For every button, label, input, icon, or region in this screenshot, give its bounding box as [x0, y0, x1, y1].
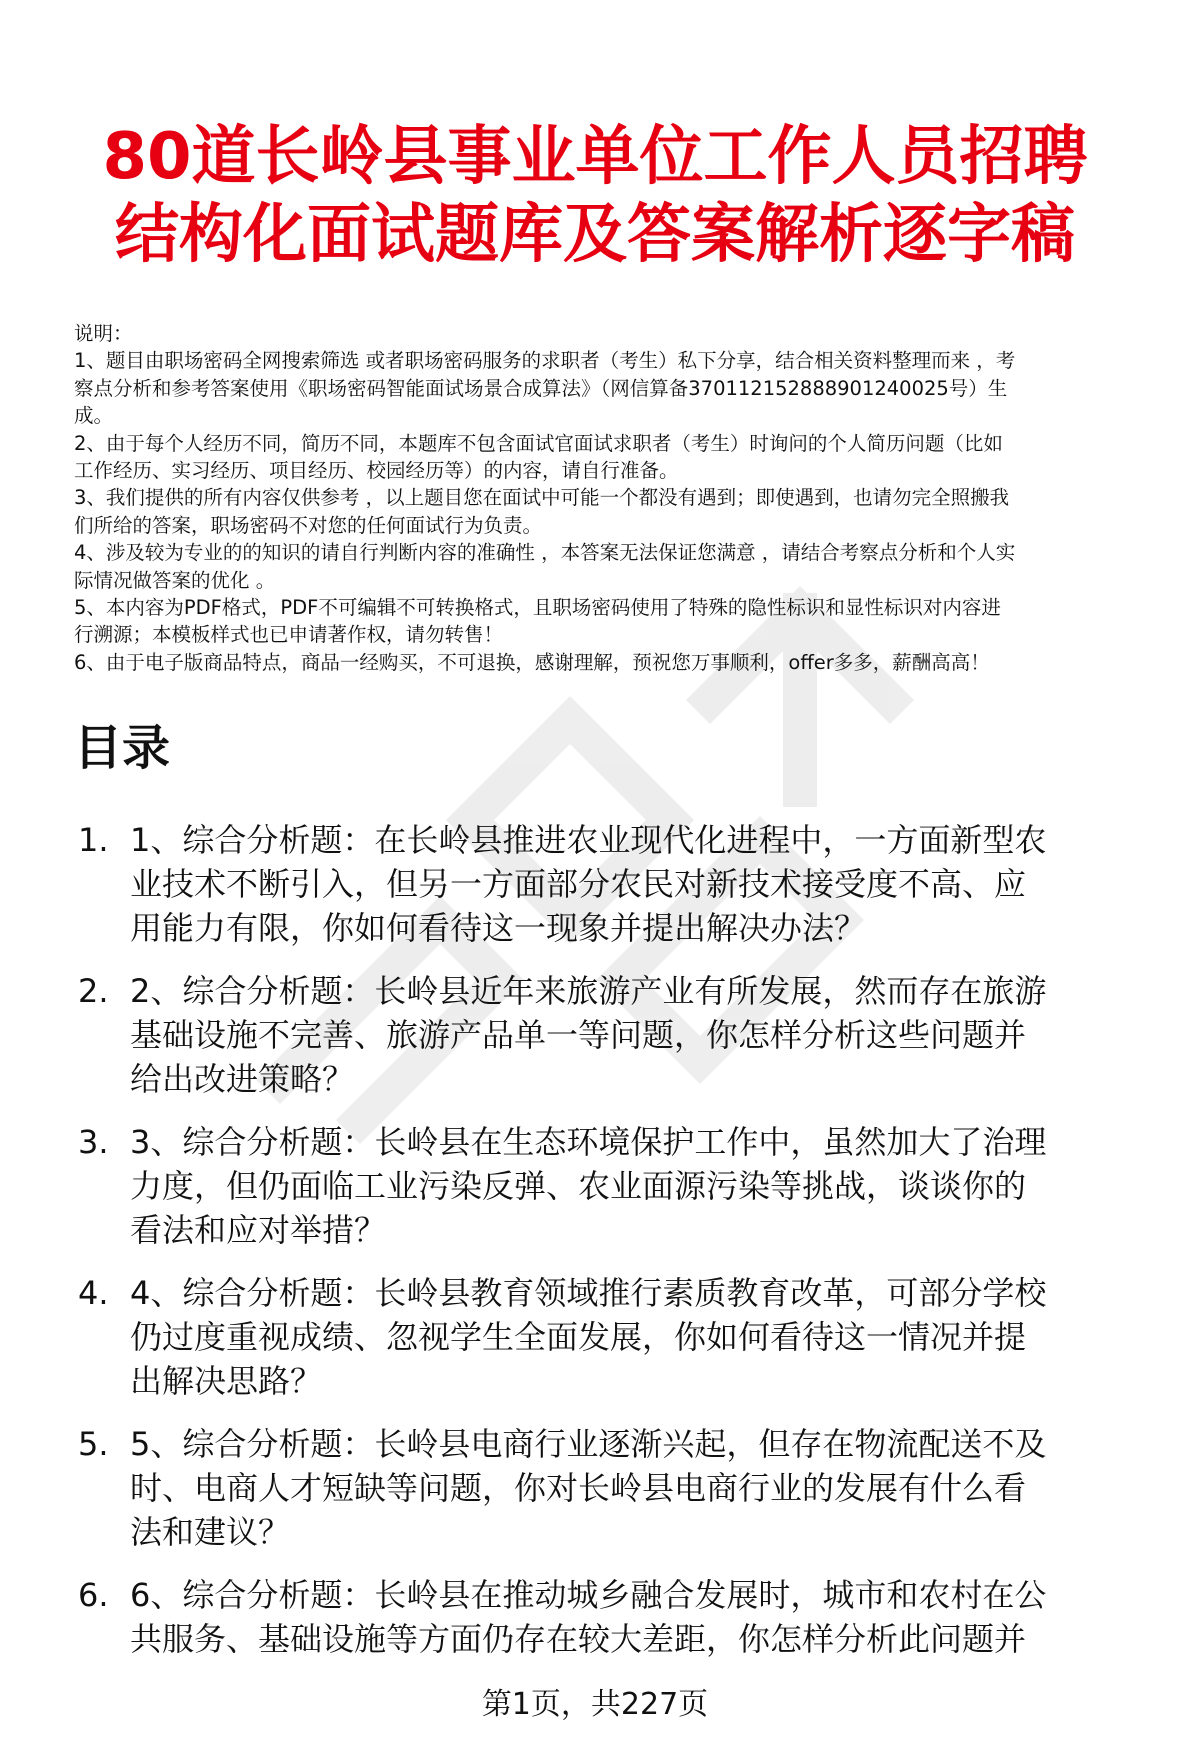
title-line-1: 80道长岭县事业单位工作人员招聘 [102, 120, 1088, 194]
toc-item-6[interactable] [78, 1573, 1168, 1661]
note-line: 际情况做答案的优化 。 [74, 568, 276, 592]
note-line: 工作经历、实习经历、项目经历、校园经历等）的内容，请自行准备。 [74, 459, 679, 483]
page-number-footer: 第1页，共227页 [481, 1687, 709, 1722]
toc-item-5[interactable] [78, 1422, 1168, 1554]
note-line: 1、题目由职场密码全网搜索筛选 或者职场密码服务的求职者（考生）私下分享，结合相关资料整理而来 ，考 [74, 349, 1016, 373]
toc-item-line: 力度，但仍面临工业污染反弹、农业面源污染等挑战，谈谈你的 [130, 1167, 1027, 1205]
note-line: 2、由于每个人经历不同，简历不同，本题库不包含面试官面试求职者（考生）时询问的个人简历问题（比如 [74, 431, 1003, 455]
toc-item-number: 2. [78, 972, 109, 1010]
toc-item-line: 1、综合分析题：在长岭县推进农业现代化进程中，一方面新型农 [130, 821, 1047, 859]
note-line: 6、由于电子版商品特点，商品一经购买，不可退换，感谢理解，预祝您万事顺利，offer多多，薪酬高高！ [74, 650, 990, 674]
toc-item-line: 4、综合分析题：长岭县教育领域推行素质教育改革，可部分学校 [130, 1274, 1047, 1312]
toc-item-line: 仍过度重视成绩、忽视学生全面发展，你如何看待这一情况并提 [130, 1318, 1027, 1356]
toc-item-line: 看法和应对举措？ [130, 1211, 387, 1249]
note-line: 3、我们提供的所有内容仅供参考 ，以上题目您在面试中可能一个都没有遇到；即使遇到，也请勿完全照搬我 [74, 486, 1010, 510]
toc-item-line: 给出改进策略？ [130, 1060, 355, 1098]
toc-item-line: 2、综合分析题：长岭县近年来旅游产业有所发展，然而存在旅游 [130, 972, 1047, 1010]
toc-item-number: 4. [78, 1274, 109, 1312]
toc-item-number: 5. [78, 1425, 109, 1463]
toc-item-number: 6. [78, 1576, 109, 1614]
toc-item-line: 时、电商人才短缺等问题，你对长岭县电商行业的发展有什么看 [130, 1469, 1027, 1507]
toc-item-3[interactable] [78, 1120, 1168, 1252]
note-line: 行溯源；本模板样式也已申请著作权，请勿转售！ [74, 623, 504, 647]
toc-item-line: 法和建议？ [130, 1513, 291, 1551]
toc-heading: 目录 [74, 720, 171, 776]
toc-item-line: 出解决思路？ [130, 1362, 323, 1400]
toc-item-line: 3、综合分析题：长岭县在生态环境保护工作中，虽然加大了治理 [130, 1123, 1047, 1161]
toc-item-line: 业技术不断引入，但另一方面部分农民对新技术接受度不高、应 [130, 865, 1027, 903]
toc-item-number: 1. [78, 821, 109, 859]
toc-item-number: 3. [78, 1123, 109, 1161]
toc-item-line: 共服务、基础设施等方面仍存在较大差距，你怎样分析此问题并 [130, 1620, 1027, 1658]
toc-item-2[interactable] [78, 969, 1168, 1101]
note-line: 们所给的答案，职场密码不对您的任何面试行为负责。 [74, 513, 543, 537]
document-title [60, 118, 1130, 274]
toc-item-1[interactable] [78, 818, 1168, 950]
toc-item-line: 用能力有限，你如何看待这一现象并提出解决办法？ [130, 909, 867, 947]
toc-item-4[interactable] [78, 1271, 1168, 1403]
notes-section [74, 320, 1154, 676]
note-line: 4、涉及较为专业的的知识的请自行判断内容的准确性 ，本答案无法保证您满意 ，请结合考察点分析和个人实 [74, 541, 1016, 565]
notes-heading: 说明： [74, 322, 133, 345]
note-line: 成。 [74, 404, 114, 428]
note-line: 察点分析和参考答案使用《职场密码智能面试场景合成算法》（网信算备370112152888901240025号）生 [74, 376, 1008, 400]
toc-item-line: 6、综合分析题：长岭县在推动城乡融合发展时，城市和农村在公 [130, 1576, 1047, 1614]
toc-list [78, 818, 1168, 1680]
toc-item-line: 5、综合分析题：长岭县电商行业逐渐兴起，但存在物流配送不及 [130, 1425, 1047, 1463]
title-line-2: 结构化面试题库及答案解析逐字稿 [115, 198, 1075, 272]
toc-item-line: 基础设施不完善、旅游产品单一等问题，你怎样分析这些问题并 [130, 1016, 1027, 1054]
note-line: 5、本内容为PDF格式，PDF不可编辑不可转换格式，且职场密码使用了特殊的隐性标识和显性标识对内容进 [74, 596, 1001, 620]
